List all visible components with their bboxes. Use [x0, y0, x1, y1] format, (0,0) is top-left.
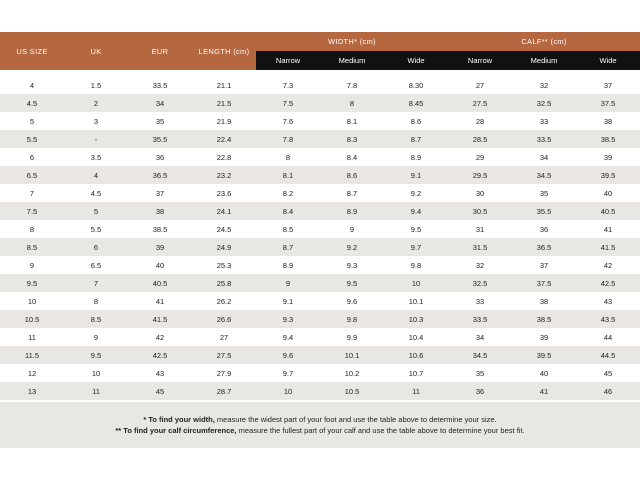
table-cell: 7.8 — [256, 130, 320, 148]
table-row — [0, 292, 640, 310]
table-cell: 36 — [128, 148, 192, 166]
table-cell: 37.5 — [512, 274, 576, 292]
table-cell: 36.5 — [512, 238, 576, 256]
table-cell: 27 — [192, 328, 256, 346]
table-cell: 32 — [512, 76, 576, 94]
table-cell: 28.5 — [448, 130, 512, 148]
table-cell: 35.5 — [512, 202, 576, 220]
table-cell: 25.3 — [192, 256, 256, 274]
table-cell: 23.2 — [192, 166, 256, 184]
table-cell: 36 — [512, 220, 576, 238]
header-row-main — [0, 32, 640, 51]
table-cell: 3 — [64, 112, 128, 130]
table-cell: 35 — [512, 184, 576, 202]
table-cell: 29.5 — [448, 166, 512, 184]
table-cell: 42 — [128, 328, 192, 346]
table-cell: 10 — [256, 382, 320, 400]
col-width-group: WIDTH* (cm) — [256, 32, 448, 51]
table-cell: 38.5 — [128, 220, 192, 238]
table-cell: 40 — [576, 184, 640, 202]
table-cell: 11 — [0, 328, 64, 346]
table-row — [0, 94, 640, 112]
table-cell: 9.7 — [256, 364, 320, 382]
table-cell: 28.7 — [192, 382, 256, 400]
table-cell: 39 — [576, 148, 640, 166]
table-cell: 34.5 — [448, 346, 512, 364]
table-cell: 10.7 — [384, 364, 448, 382]
table-row — [0, 202, 640, 220]
table-cell: 7 — [0, 184, 64, 202]
table-cell: 8.1 — [256, 166, 320, 184]
table-cell: 38.5 — [576, 130, 640, 148]
table-cell: 29 — [448, 148, 512, 166]
table-cell: 37 — [576, 76, 640, 94]
table-cell: 8 — [320, 94, 384, 112]
table-cell: 5.5 — [64, 220, 128, 238]
table-cell: 38 — [512, 292, 576, 310]
table-cell: 9 — [256, 274, 320, 292]
table-cell: 46 — [576, 382, 640, 400]
table-cell: 41 — [128, 292, 192, 310]
table-row — [0, 346, 640, 364]
table-cell: 42 — [576, 256, 640, 274]
table-cell: 24.9 — [192, 238, 256, 256]
table-cell: 9.8 — [320, 310, 384, 328]
footnote-width — [0, 414, 640, 425]
table-cell: 8 — [0, 220, 64, 238]
table-cell: 37 — [512, 256, 576, 274]
table-cell: 7 — [64, 274, 128, 292]
table-cell: 35 — [448, 364, 512, 382]
table-cell: 41 — [512, 382, 576, 400]
table-row — [0, 256, 640, 274]
table-cell: 30.5 — [448, 202, 512, 220]
table-cell: 45 — [128, 382, 192, 400]
table-cell: 1.5 — [64, 76, 128, 94]
table-cell: 8.30 — [384, 76, 448, 94]
table-cell: 6 — [0, 148, 64, 166]
table-cell: 39.5 — [576, 166, 640, 184]
table-cell: 36 — [448, 382, 512, 400]
table-cell: 23.6 — [192, 184, 256, 202]
table-cell: 9.6 — [320, 292, 384, 310]
table-row — [0, 166, 640, 184]
col-calf-wide: Wide — [576, 51, 640, 70]
table-cell: 27.9 — [192, 364, 256, 382]
table-cell: 39.5 — [512, 346, 576, 364]
table-cell: 39 — [128, 238, 192, 256]
table-cell: 42.5 — [128, 346, 192, 364]
table-cell: 9.2 — [384, 184, 448, 202]
footnote-calf-label: ** To find your calf circumference, — [115, 426, 237, 435]
table-cell: 21.5 — [192, 94, 256, 112]
table-cell: 26.2 — [192, 292, 256, 310]
table-cell: 32 — [448, 256, 512, 274]
table-cell: 8 — [64, 292, 128, 310]
table-cell: 9.7 — [384, 238, 448, 256]
table-cell: 7.5 — [256, 94, 320, 112]
table-cell: 40.5 — [576, 202, 640, 220]
table-cell: 13 — [0, 382, 64, 400]
table-cell: 10 — [64, 364, 128, 382]
table-cell: 5 — [64, 202, 128, 220]
table-cell: 10.1 — [384, 292, 448, 310]
col-us-size: US SIZE — [0, 32, 64, 70]
table-cell: 40.5 — [128, 274, 192, 292]
table-cell: 9.5 — [0, 274, 64, 292]
col-width-wide: Wide — [384, 51, 448, 70]
table-cell: 30 — [448, 184, 512, 202]
table-cell: 9.1 — [384, 166, 448, 184]
table-cell: 10 — [0, 292, 64, 310]
table-cell: 9 — [64, 328, 128, 346]
table-cell: 5.5 — [0, 130, 64, 148]
table-cell: 40 — [512, 364, 576, 382]
footnotes — [0, 402, 640, 448]
table-cell: 41.5 — [128, 310, 192, 328]
table-cell: 3.5 — [64, 148, 128, 166]
table-cell: 40 — [128, 256, 192, 274]
table-cell: 5 — [0, 112, 64, 130]
table-cell: 45 — [576, 364, 640, 382]
table-cell: 10.5 — [0, 310, 64, 328]
table-cell: 41.5 — [576, 238, 640, 256]
table-cell: 10.6 — [384, 346, 448, 364]
table-cell: 32.5 — [448, 274, 512, 292]
table-cell: 11 — [384, 382, 448, 400]
table-cell: - — [64, 130, 128, 148]
table-cell: 34 — [448, 328, 512, 346]
size-chart-table — [0, 32, 640, 400]
col-calf-medium: Medium — [512, 51, 576, 70]
table-cell: 33.5 — [448, 310, 512, 328]
table-cell: 7.8 — [320, 76, 384, 94]
table-cell: 34 — [128, 94, 192, 112]
footnote-width-label: * To find your width, — [143, 415, 215, 424]
table-cell: 9.4 — [384, 202, 448, 220]
table-cell: 22.4 — [192, 130, 256, 148]
table-cell: 9.3 — [256, 310, 320, 328]
table-cell: 21.9 — [192, 112, 256, 130]
table-cell: 8.45 — [384, 94, 448, 112]
table-cell: 10.5 — [320, 382, 384, 400]
table-cell: 4.5 — [0, 94, 64, 112]
table-cell: 10.2 — [320, 364, 384, 382]
table-cell: 25.8 — [192, 274, 256, 292]
table-cell: 8.5 — [64, 310, 128, 328]
table-cell: 22.8 — [192, 148, 256, 166]
col-calf-narrow: Narrow — [448, 51, 512, 70]
table-row — [0, 130, 640, 148]
col-eur: EUR — [128, 32, 192, 70]
table-cell: 32.5 — [512, 94, 576, 112]
table-cell: 44 — [576, 328, 640, 346]
table-row — [0, 112, 640, 130]
table-cell: 38.5 — [512, 310, 576, 328]
table-cell: 27.5 — [448, 94, 512, 112]
table-cell: 6.5 — [0, 166, 64, 184]
table-cell: 34 — [512, 148, 576, 166]
table-cell: 6 — [64, 238, 128, 256]
table-cell: 33.5 — [128, 76, 192, 94]
table-cell: 9.9 — [320, 328, 384, 346]
table-cell: 8.5 — [0, 238, 64, 256]
footnote-calf — [0, 425, 640, 436]
table-cell: 37 — [128, 184, 192, 202]
table-cell: 8.2 — [256, 184, 320, 202]
table-cell: 37.5 — [576, 94, 640, 112]
table-cell: 35.5 — [128, 130, 192, 148]
table-row — [0, 220, 640, 238]
table-cell: 4 — [0, 76, 64, 94]
table-cell: 10.1 — [320, 346, 384, 364]
col-width-medium: Medium — [320, 51, 384, 70]
table-cell: 9 — [0, 256, 64, 274]
table-row — [0, 310, 640, 328]
table-cell: 27.5 — [192, 346, 256, 364]
table-cell: 8.7 — [320, 184, 384, 202]
table-row — [0, 328, 640, 346]
table-cell: 9.5 — [384, 220, 448, 238]
size-rows — [0, 70, 640, 400]
table-row — [0, 274, 640, 292]
table-cell: 33.5 — [512, 130, 576, 148]
table-cell: 10.4 — [384, 328, 448, 346]
table-cell: 10 — [384, 274, 448, 292]
table-cell: 10.3 — [384, 310, 448, 328]
table-cell: 8.9 — [384, 148, 448, 166]
footnote-calf-text: measure the fullest part of your calf and use the table above to determine your best fit. — [236, 426, 525, 435]
table-cell: 4.5 — [64, 184, 128, 202]
col-uk: UK — [64, 32, 128, 70]
table-cell: 44.5 — [576, 346, 640, 364]
table-cell: 35 — [128, 112, 192, 130]
table-cell: 8.9 — [256, 256, 320, 274]
table-cell: 33 — [512, 112, 576, 130]
table-cell: 4 — [64, 166, 128, 184]
table-cell: 11.5 — [0, 346, 64, 364]
table-cell: 6.5 — [64, 256, 128, 274]
table-cell: 33 — [448, 292, 512, 310]
table-cell: 43 — [128, 364, 192, 382]
table-cell: 8.7 — [256, 238, 320, 256]
table-cell: 26.6 — [192, 310, 256, 328]
table-cell: 8.1 — [320, 112, 384, 130]
table-cell: 27 — [448, 76, 512, 94]
table-row — [0, 148, 640, 166]
table-cell: 2 — [64, 94, 128, 112]
table-row — [0, 76, 640, 94]
table-cell: 21.1 — [192, 76, 256, 94]
table-cell: 9.4 — [256, 328, 320, 346]
table-cell: 24.5 — [192, 220, 256, 238]
col-length: LENGTH (cm) — [192, 32, 256, 70]
table-row — [0, 364, 640, 382]
table-cell: 9 — [320, 220, 384, 238]
footnote-width-text: measure the widest part of your foot and use the table above to determine your size. — [214, 415, 497, 424]
table-cell: 9.6 — [256, 346, 320, 364]
table-cell: 43 — [576, 292, 640, 310]
table-cell: 8.7 — [384, 130, 448, 148]
table-cell: 8.4 — [320, 148, 384, 166]
table-row — [0, 238, 640, 256]
table-cell: 8.3 — [320, 130, 384, 148]
table-cell: 9.1 — [256, 292, 320, 310]
table-cell: 39 — [512, 328, 576, 346]
table-cell: 38 — [576, 112, 640, 130]
table-cell: 12 — [0, 364, 64, 382]
table-cell: 36.5 — [128, 166, 192, 184]
table-cell: 24.1 — [192, 202, 256, 220]
table-cell: 7.3 — [256, 76, 320, 94]
table-cell: 8.6 — [384, 112, 448, 130]
table-cell: 8.6 — [320, 166, 384, 184]
table-cell: 28 — [448, 112, 512, 130]
table-cell: 7.6 — [256, 112, 320, 130]
table-cell: 11 — [64, 382, 128, 400]
table-cell: 9.2 — [320, 238, 384, 256]
table-cell: 8 — [256, 148, 320, 166]
table-cell: 43.5 — [576, 310, 640, 328]
table-cell: 9.8 — [384, 256, 448, 274]
table-row — [0, 382, 640, 400]
table-cell: 34.5 — [512, 166, 576, 184]
table-cell: 9.5 — [320, 274, 384, 292]
table-cell: 8.4 — [256, 202, 320, 220]
table-cell: 9.3 — [320, 256, 384, 274]
table-cell: 31.5 — [448, 238, 512, 256]
table-row — [0, 184, 640, 202]
table-cell: 7.5 — [0, 202, 64, 220]
table-cell: 42.5 — [576, 274, 640, 292]
table-cell: 9.5 — [64, 346, 128, 364]
col-calf-group: CALF** (cm) — [448, 32, 640, 51]
table-cell: 31 — [448, 220, 512, 238]
table-cell: 8.9 — [320, 202, 384, 220]
col-width-narrow: Narrow — [256, 51, 320, 70]
table-cell: 41 — [576, 220, 640, 238]
size-chart — [0, 32, 640, 400]
table-cell: 8.5 — [256, 220, 320, 238]
table-cell: 38 — [128, 202, 192, 220]
